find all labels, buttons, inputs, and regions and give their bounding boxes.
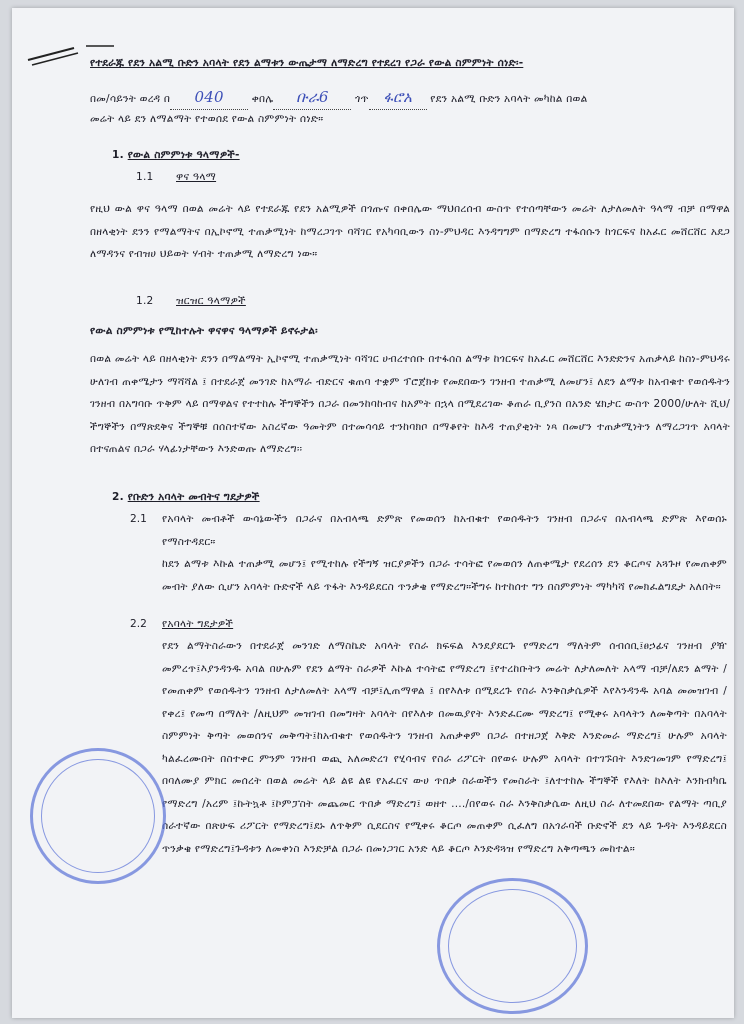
document-title: የተደራጁ የደን አልሚ ቡድን አባላት የደን ልማቱን ውጤታማ ለማድረግ የተደረገ የጋራ የውል ስምምነት ሰነድ፡-: [90, 57, 524, 69]
section-1-2-title: ዝርዝር ዓላማዎች: [176, 295, 246, 307]
intro-kebele-label: ቀበሌ: [251, 93, 274, 105]
specific-objectives-heading: የውል ስምምነቱ የሚከተሉት ዋናዋና ዓላማዎች ይኖሩታል፡: [90, 325, 318, 337]
intro-line-2: መሬት ላይ ደን ለማልማት የተወሰደ የውል ስምምነት ሰነድ።: [90, 113, 324, 125]
intro-suffix: የደን አልሚ ቡድን አባላት መካከል በወል: [430, 93, 588, 105]
handwritten-got: ፋሮአ: [369, 86, 427, 110]
intro-got-label: ጎጥ: [354, 93, 369, 105]
section-2-number: 2.: [112, 491, 124, 503]
section-1-1-number: 1.1: [136, 171, 154, 183]
member-rights-text-2: ከደን ልማቱ እኩል ተጠቃሚ መሆን፤ የሚተከሉ የችግኝ ዝርያዎችን በጋራ ተሳትፎ የመወሰን ለጠቀሜታ የደረሰን ደን ቆርጦና አጓጉዞ የመጠቀም መብት ያለው ሲሆን አባላት ቡድኖች ላይ ጥፋት እንዳይደርስ ጥንቃቄ የማድረግ።ችግሩ ከተከሰተ ግን በስምምነት ማካካሻ የመክፈልግዴታ አለበት።: [162, 558, 727, 593]
section-2-title: የቡድን አባላት መብትና ግደታዎች: [127, 491, 260, 503]
official-stamp-left: [30, 748, 166, 884]
section-1-title: የውል ስምምነቱ ዓላማዎች-: [127, 149, 240, 161]
section-2-heading: [112, 486, 260, 509]
section-1-1-title: ዋና ዓላማ: [176, 171, 217, 183]
handwritten-woreda: 040: [170, 86, 248, 110]
member-duties-text: የደን ልማትስራውን በተደራጀ መንገድ ለማስኬድ አባላት የስራ ክፍፍል እንደያደርጉ የማድረግ ማለትም ሰብሰቢ፤ፀኃፊና ገንዘብ ያዥ መምረጥ፤እያንዳንዱ አባል በሁሉም የደን ልማት ስራዎች እኩል ተሳትፎ የማድረግ ፤የተረከቡትን መሬት ለታለመለት አላማ ብቻ/ለደን ልማት /የመጠቀም የወሰዱትን ገንዘብ ለታለመለት አላማ ብቻ፤ሊጠማዋል ፤ በየእለቱ በሚደረጉ የስራ እንቅስቃሴዎች እየእንዳንዱ አባል መመዝገብ /የቀረ፤ የመጣ በማለት /ለዚህም መዝገብ በመግዛት አባላት በየእለቱ በመዉያየት እንድፈርሙ ማድረግ፤ የሚቀሩ አባላትን ለመቅጣት በአባላት ስምምነት ቅጣት መወሰንና መቅጣት፤ከአብቁተ የወሰዱትን ገንዘብ አጠቃቀም በጋራ በተዘጋጀ እቅድ እንድመራ ማድረግ፤ ሁሉም አባላት ካልፈረሙበት በስተቀር ምንም ገንዘብ ወጪ አለመድረገ የሂሳብና የስራ ሪፖርት በየወሩ ሁሉም አባላት በተገኙበት እንድገመገም የማድረግ፤ በባለሙያ ምክር መሰረት በወል መሬት ላይ ልዩ ልዩ የአፈርና ውሀ ጥበቃ ስራወችን የመስራት ፤ለተተከሉ ችግኞች የእለት ከእለት እንክብካቤ የማድረግ /አረም ፤ኩትኳቶ ፤ኮምፓስት መጨመር ጥበቃ ማድረግ፤ ወዘተ ..../በየወሩ ስራ እንቅስቃሴው ለዚህ ስራ ለተመደበው የልማት ጣቢያ ሰራተኛው በጽሁፍ ሪፖርት የማድረግ፤ደኑ ለጥቅም ሲደርስና የሚቀሩ ቆርጦ መጠቀም ሲፈለግ በአጎራባች ቡድኖች ደን ላይ ጉዳት እንዳይደርስ ጥንቃቄ የማድረግ፤ጉዳቱን ለመቀነስ እንድቻል በጋራ በመነጋገር አንድ ላይ ቆርጦ እንድዳጓዝ የማድረግ አቅጣጫን መከተል።: [162, 640, 727, 855]
intro-line-1: [90, 86, 730, 111]
main-objective-paragraph: የዚህ ውል ዋና ዓላማ በወል መሬት ላይ የተደራጁ የደን አልሚዎች በጎጡና በቀበሌው ማህበረሰብ ውስጥ የተሰጣቸውን መሬት ለታለመለት ዓላማ ብቻ በማዋል በዘላቂነት ደንን የማልማትና በኢኮኖሚ ተጠቃሚነት ከማረጋገጥ ባሻገር የአካባቢውን ስነ-ምህዳር እንዳግግም በማድረግ ተፋሰሱን ከጎርፍና ከአፈር መሸርሸር አደጋ ለማዳንና የብዝሀ ህይወት ሃብት ተጠቃሚ ለማድረግ ነው።: [90, 203, 730, 260]
document-page: [12, 8, 734, 1018]
section-1-number: 1.: [112, 149, 124, 161]
section-1-heading: [112, 144, 240, 167]
official-stamp-bottom: [437, 878, 588, 1014]
handwritten-kebele: ቡራ6: [273, 86, 351, 110]
member-duties-title: የአባላት ግደታዎች: [162, 618, 234, 630]
specific-objectives-paragraph: በወል መሬት ላይ በዘላቂነት ደንን በማልማት ኢኮኖሚ ተጠቃሚነት ባሻገር ሀብረተሰቡ በተፋሰስ ልማቱ ከጎርፍና ከአፈር መሸርሸር እንድድንና አጠቃላይ ከስነ-ምህዳሩ ሁለገብ ጠቀሜታን ማሻሻል ፤ በተደራጀ መንገድ ከአማራ ብድርና ቁጠባ ተቋም ፕሮጀክቱ የመደበውን ገንዘብ ተጠቃሚ ለመሆን፤ ለደን ልማቱ ከአብቁተ የወሰዱትን ገንዘብ በአግባቡ ጥቅም ላይ በማዋልና የተተከሉ ችግኞችን በጋራ በመንከባከብና ከአምት በኋላ በሚደረገው ቆጠራ ቢያንስ በአንድ ሄክታር ውስጥ 2000/ሁለት ሺህ/ ችግኞችን በማጽደቅና ችግኞቹ በሰስተኛው አስረኛው ዓመትም በተመሳሳይ ተንከባክቦ በማቆየት ከእዳ ተጠያቂነት ነጻ በመሆን ተጠቃሚነትን ለማረጋገጥ አባላት በተናጠልና በጋራ ሃላፊነታቸውን እንድወጡ ለማድረግ፡፡: [90, 353, 730, 455]
section-1-1-heading: [136, 166, 216, 189]
section-1-2-number: 1.2: [136, 295, 154, 307]
section-1-2-heading: [136, 290, 246, 313]
intro-prefix: በመ/ሳይንት ወረዳ በ: [90, 93, 171, 105]
item-2-2-number: 2.2: [130, 618, 147, 630]
item-2-1-number: 2.1: [130, 513, 147, 525]
member-rights-text: የአባላት መብቶች ውሳኔውችን በጋራና በአብላጫ ድምጽ የመወሰን ከአብቁተ የወሰዱትን ገንዘብ በጋራና በአብላጫ ድምጽ እየወሰኑ የማስተዳደር።: [162, 513, 727, 548]
